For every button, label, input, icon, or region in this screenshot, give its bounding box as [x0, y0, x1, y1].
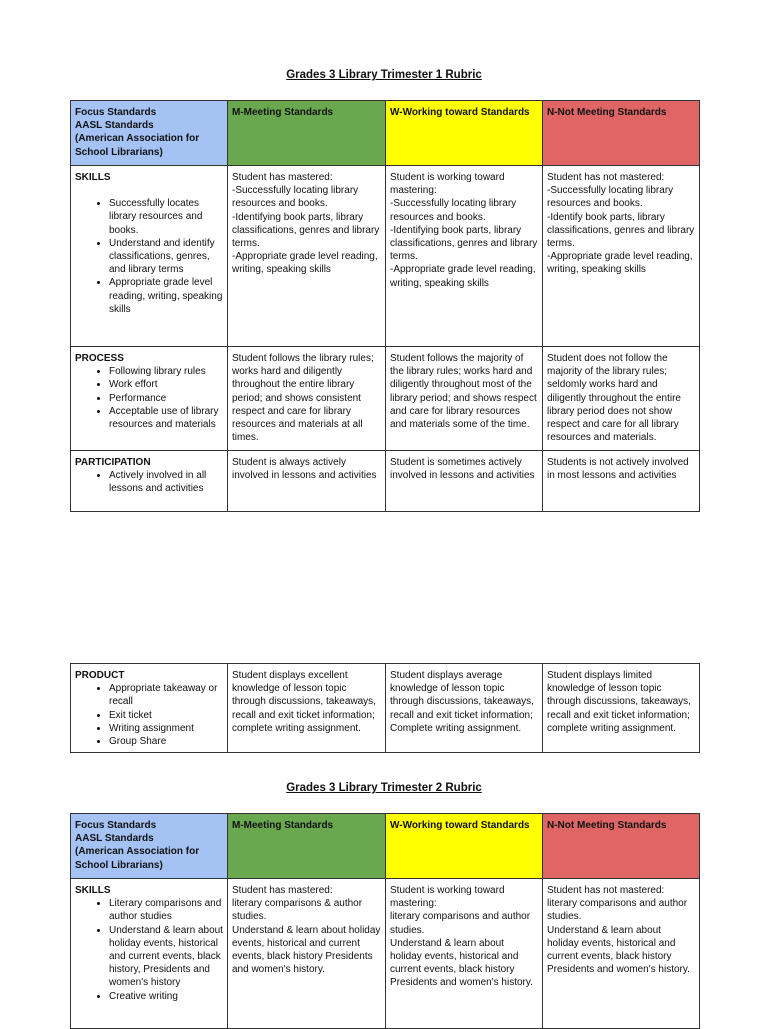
product-focus-cell — [71, 664, 228, 753]
trimester-1-title: Grades 3 Library Trimester 1 Rubric — [286, 69, 482, 81]
list-item: • Appropriate takeaway or recall — [109, 682, 223, 708]
product-not-meeting-cell: Student displays limited knowledge of lesson topic through discussions, takeaways, recall and exit ticket information; complete writing assignment. — [543, 664, 700, 753]
list-item: • Work effort — [109, 378, 223, 391]
list-item: • Successfully locates library resources and books. — [109, 197, 223, 237]
process-row — [71, 347, 700, 451]
product-meeting-cell: Student displays excellent knowledge of lesson topic through discussions, takeaways, recall and exit ticket information; complete writing assignment. — [228, 664, 386, 753]
trimester-2-title: Grades 3 Library Trimester 2 Rubric — [286, 782, 482, 794]
list-item: • Literary comparisons and author studies — [109, 897, 223, 923]
skills-row — [71, 879, 700, 1029]
skills-row — [71, 166, 700, 347]
product-row — [71, 664, 700, 753]
skills-bullet-list — [75, 897, 223, 1003]
participation-focus-cell — [71, 451, 228, 512]
list-item: • Actively involved in all lessons and activities — [109, 469, 223, 495]
skills-working-cell: Student is working toward mastering: -Successfully locating library resources and books. -Identifying book parts, library classifications, genres and library terms. -Appropriate grade level reading, writing, speaking skills — [386, 166, 543, 347]
skills-not-meeting-cell: Student has not mastered: -Successfully locating library resources and books. -Identify book parts, library classifications, genres and library terms. -Appropriate grade level reading, writing, speaking skills — [543, 166, 700, 347]
process-working-cell: Student follows the majority of the library rules; works hard and diligently throughout most of the library period; and shows respect and care for library resources and materials some of the time. — [386, 347, 543, 451]
skills-bullet-list — [75, 197, 223, 316]
list-item: • Performance — [109, 392, 223, 405]
list-item: • Appropriate grade level reading, writing, speaking skills — [109, 276, 223, 316]
meeting-standards-header: M-Meeting Standards — [228, 814, 386, 879]
list-item: • Writing assignment — [109, 722, 223, 735]
row-label: SKILLS — [75, 885, 111, 896]
trimester-1-rubric-table — [70, 100, 700, 512]
header-row — [71, 101, 700, 166]
process-bullet-list — [75, 365, 223, 431]
list-item: • Understand and identify classifications, genres, and library terms — [109, 237, 223, 277]
product-bullet-list — [75, 682, 223, 748]
participation-bullet-list — [75, 469, 223, 495]
skills-meeting-cell: Student has mastered: literary comparisons & author studies. Understand & learn about holiday events, historical and current events, black history Presidents and women's history. — [228, 879, 386, 1029]
participation-not-meeting-cell: Students is not actively involved in most lessons and activities — [543, 451, 700, 512]
not-meeting-header: N-Not Meeting Standards — [543, 814, 700, 879]
participation-working-cell: Student is sometimes actively involved in lessons and activities — [386, 451, 543, 512]
not-meeting-header: N-Not Meeting Standards — [543, 101, 700, 166]
focus-standards-header: Focus Standards AASL Standards (American Association for School Librarians) — [71, 814, 228, 879]
row-label: SKILLS — [75, 172, 111, 183]
product-working-cell: Student displays average knowledge of lesson topic through discussions, takeaways, recall and exit ticket information; Complete writing assignment. — [386, 664, 543, 753]
skills-focus-cell — [71, 166, 228, 347]
process-focus-cell — [71, 347, 228, 451]
list-item: • Understand & learn about holiday events, historical and current events, black history, Presidents and women's history — [109, 924, 223, 990]
row-label: PROCESS — [75, 353, 124, 364]
list-item: • Creative writing — [109, 990, 223, 1003]
working-toward-header: W-Working toward Standards — [386, 814, 543, 879]
participation-meeting-cell: Student is always actively involved in lessons and activities — [228, 451, 386, 512]
list-item: • Acceptable use of library resources and materials — [109, 405, 223, 431]
skills-not-meeting-cell: Student has not mastered: literary comparisons and author studies. Understand & learn about holiday events, historical and current events, black history Presidents and women's history. — [543, 879, 700, 1029]
skills-meeting-cell: Student has mastered: -Successfully locating library resources and books. -Identifying book parts, library classifications, genres and library terms. -Appropriate grade level reading, writing, speaking skills — [228, 166, 386, 347]
skills-focus-cell — [71, 879, 228, 1029]
list-item: • Following library rules — [109, 365, 223, 378]
working-toward-header: W-Working toward Standards — [386, 101, 543, 166]
trimester-1-product-table — [70, 663, 700, 753]
participation-row — [71, 451, 700, 512]
list-item: • Exit ticket — [109, 709, 223, 722]
list-item: • Group Share — [109, 735, 223, 748]
process-meeting-cell: Student follows the library rules; works hard and diligently throughout the entire library period; and shows consistent respect and care for library resources and materials at all times. — [228, 347, 386, 451]
header-row — [71, 814, 700, 879]
row-label: PARTICIPATION — [75, 457, 151, 468]
meeting-standards-header: M-Meeting Standards — [228, 101, 386, 166]
process-not-meeting-cell: Student does not follow the majority of the library rules; seldomly works hard and diligently throughout the entire library period does not show respect and care for all library resources and materials. — [543, 347, 700, 451]
skills-working-cell: Student is working toward mastering: literary comparisons and author studies. Understand & learn about holiday events, historical and current events, black history Presidents and women's history. — [386, 879, 543, 1029]
row-label: PRODUCT — [75, 670, 125, 681]
focus-standards-header: Focus Standards AASL Standards (American Association for School Librarians) — [71, 101, 228, 166]
trimester-2-rubric-table — [70, 813, 700, 1029]
